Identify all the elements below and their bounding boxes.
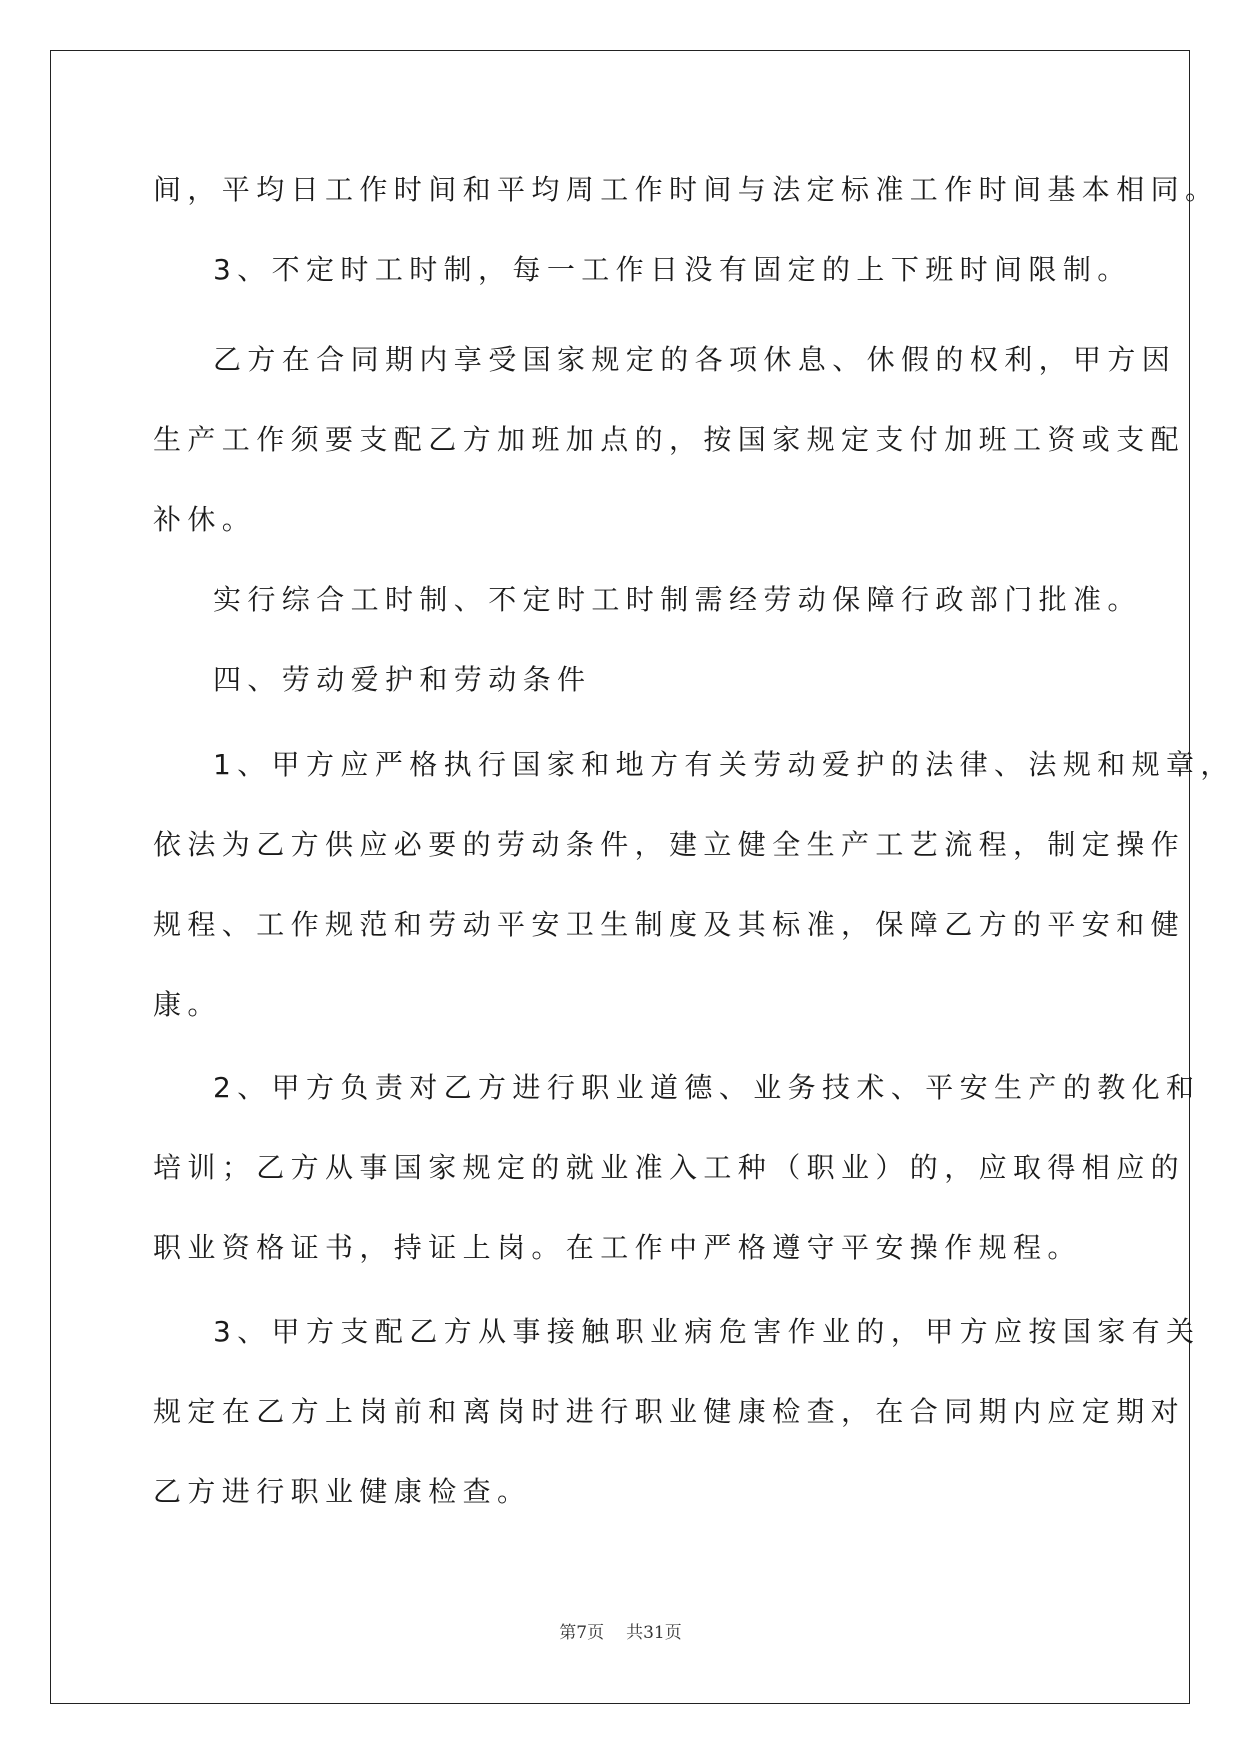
text-line: 生产工作须要支配乙方加班加点的，按国家规定支付加班工资或支配 xyxy=(153,423,1186,456)
text-line: 1、甲方应严格执行国家和地方有关劳动爱护的法律、法规和规章， xyxy=(213,748,1235,781)
text-line: 规定在乙方上岗前和离岗时进行职业健康检查，在合同期内应定期对 xyxy=(153,1395,1186,1428)
text-line: 培训；乙方从事国家规定的就业准入工种（职业）的，应取得相应的 xyxy=(153,1151,1186,1184)
text-line: 依法为乙方供应必要的劳动条件，建立健全生产工艺流程，制定操作 xyxy=(153,828,1186,861)
section-heading: 四、劳动爱护和劳动条件 xyxy=(213,663,592,696)
current-page-label: 第7页 xyxy=(559,1623,605,1643)
text-line: 间，平均日工作时间和平均周工作时间与法定标准工作时间基本相同。 xyxy=(153,173,1220,206)
page-footer xyxy=(0,1622,1241,1644)
text-line: 乙方进行职业健康检查。 xyxy=(153,1475,532,1508)
total-pages-label: 共31页 xyxy=(626,1623,682,1643)
text-line: 乙方在合同期内享受国家规定的各项休息、休假的权利，甲方因 xyxy=(213,343,1177,376)
page-border xyxy=(50,50,1190,1704)
text-line: 3、不定时工时制，每一工作日没有固定的上下班时间限制。 xyxy=(213,253,1132,286)
text-line: 规程、工作规范和劳动平安卫生制度及其标准，保障乙方的平安和健 xyxy=(153,908,1186,941)
text-line: 2、甲方负责对乙方进行职业道德、业务技术、平安生产的教化和 xyxy=(213,1071,1201,1104)
text-line: 实行综合工时制、不定时工时制需经劳动保障行政部门批准。 xyxy=(213,583,1142,616)
text-line: 3、甲方支配乙方从事接触职业病危害作业的，甲方应按国家有关 xyxy=(213,1315,1201,1348)
text-line: 职业资格证书，持证上岗。在工作中严格遵守平安操作规程。 xyxy=(153,1231,1082,1264)
text-line: 康。 xyxy=(153,988,222,1021)
text-line: 补休。 xyxy=(153,503,257,536)
